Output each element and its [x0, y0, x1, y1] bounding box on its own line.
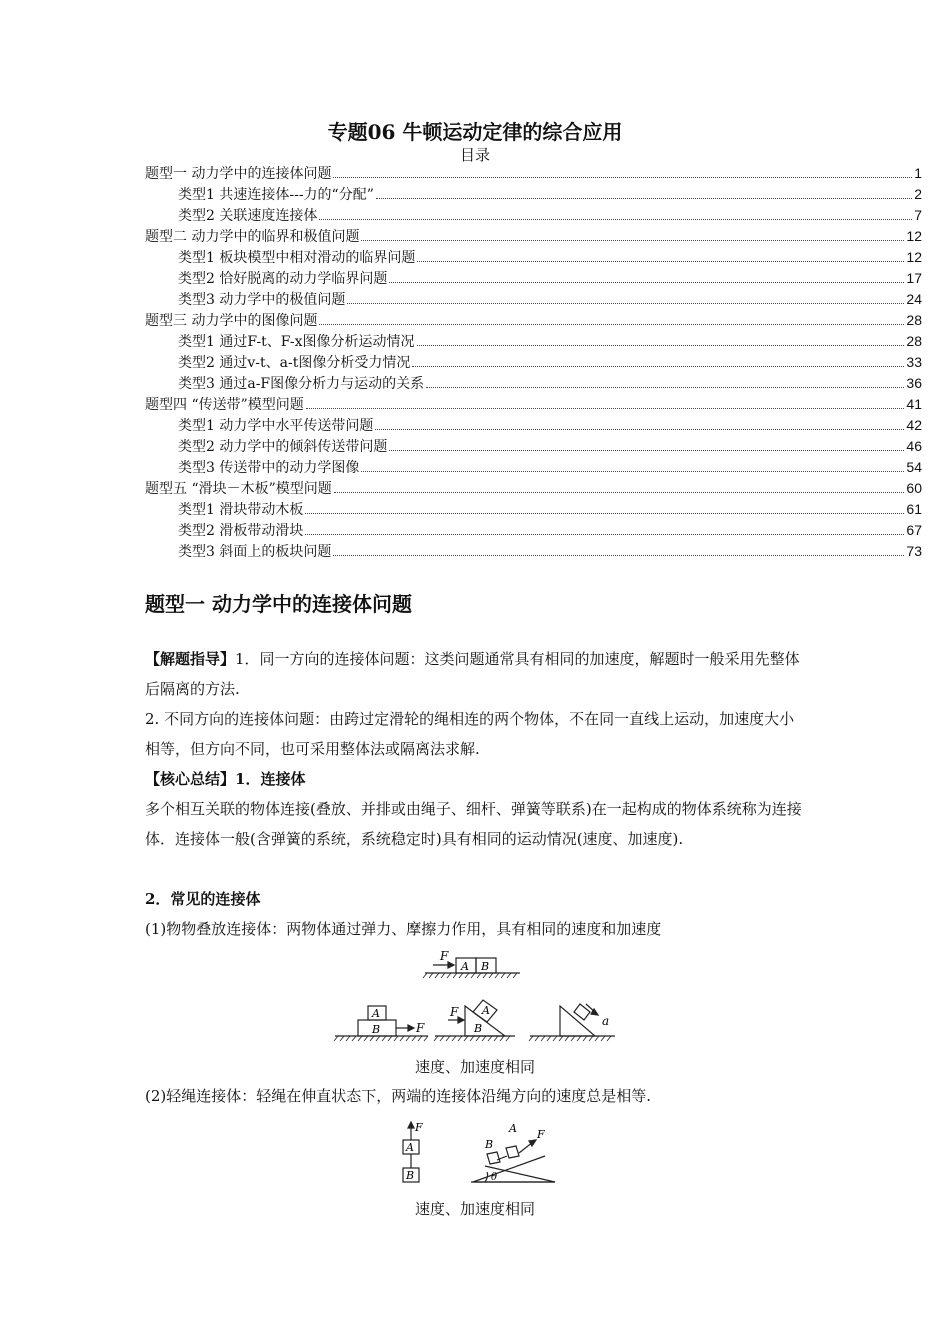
- toc-leader-dots: [376, 198, 912, 199]
- toc-leader-dots: [333, 177, 912, 178]
- fig-label-B2: B: [372, 1023, 381, 1036]
- fig-label-A3: A: [482, 1004, 490, 1017]
- toc-entry-page: 12: [906, 249, 922, 265]
- toc-leader-dots: [334, 492, 905, 493]
- fig2-label-F2: F: [537, 1128, 545, 1141]
- toc-entry[interactable]: [145, 268, 922, 289]
- caption-2: 速度、加速度相同: [414, 1200, 535, 1218]
- toc-entry[interactable]: [145, 184, 922, 205]
- toc-leader-dots: [347, 303, 904, 304]
- fig-label-B3: B: [474, 1022, 483, 1035]
- toc-entry-page: 12: [906, 228, 922, 244]
- toc-leader-dots: [389, 450, 904, 451]
- toc-entry[interactable]: [145, 352, 922, 373]
- fig-label-A: A: [461, 960, 469, 973]
- toc-entry-label: 题型二 动力学中的临界和极值问题: [145, 229, 360, 245]
- toc-entry[interactable]: [145, 520, 922, 541]
- toc-entry[interactable]: [145, 541, 922, 562]
- toc-entry-label: 类型3 斜面上的板块问题: [178, 544, 332, 560]
- toc-heading: 目录: [459, 146, 490, 164]
- toc-entry[interactable]: [145, 499, 922, 520]
- fig-label-F: F: [440, 949, 449, 963]
- toc-entry-label: 题型一 动力学中的连接体问题: [145, 166, 332, 182]
- fig-label-A2: A: [372, 1007, 380, 1020]
- guide-label: 【解题指导】: [145, 650, 236, 668]
- toc-entry-label: 题型四 “传送带”模型问题: [145, 397, 304, 413]
- toc-entry-label: 类型1 共速连接体---力的“分配”: [178, 187, 374, 203]
- toc-entry-page: 33: [906, 354, 922, 370]
- guide-paragraph-2: 2. 不同方向的连接体问题：由跨过定滑轮的绳相连的两个物体，不在同一直线上运动，加速度大小相等，但方向不同，也可采用整体法或隔离法求解.: [145, 710, 795, 758]
- toc-leader-dots: [361, 240, 904, 241]
- fig2-label-B2: B: [485, 1138, 494, 1151]
- fig2-label-theta: θ: [491, 1172, 498, 1183]
- core-label: 【核心总结】1．连接体: [145, 770, 306, 788]
- guide-paragraph: [145, 644, 807, 704]
- fig2-label-A: A: [406, 1141, 414, 1154]
- toc-entry[interactable]: [145, 373, 922, 394]
- toc-entry[interactable]: [145, 226, 922, 247]
- guide-text-1: 1．同一方向的连接体问题：这类问题通常具有相同的加速度，解题时一般采用先整体后隔离的方法.: [145, 650, 800, 698]
- fig-label-B: B: [481, 960, 490, 973]
- toc-entry[interactable]: [145, 289, 922, 310]
- table-of-contents: [145, 163, 922, 562]
- caption-1: 速度、加速度相同: [414, 1058, 535, 1076]
- toc-entry-label: 类型1 通过F-t、F-x图像分析运动情况: [178, 334, 415, 350]
- toc-leader-dots: [389, 282, 904, 283]
- toc-entry-page: 42: [906, 417, 922, 433]
- toc-leader-dots: [306, 408, 905, 409]
- fig2-label-A2: A: [509, 1122, 517, 1135]
- toc-leader-dots: [417, 261, 904, 262]
- toc-entry-page: 36: [906, 375, 922, 391]
- toc-entry-label: 类型2 关联速度连接体: [178, 208, 318, 224]
- toc-entry-page: 28: [906, 333, 922, 349]
- figure-rope-connected: [385, 1118, 565, 1190]
- toc-entry-label: 类型2 滑板带动滑块: [178, 523, 304, 539]
- item-1: (1)物物叠放连接体：两物体通过弹力、摩擦力作用，具有相同的速度和加速度: [145, 920, 662, 938]
- fig-label-F2: F: [416, 1021, 425, 1035]
- figure-stacked-blocks: [330, 948, 630, 1048]
- toc-leader-dots: [319, 219, 912, 220]
- fig-label-a: a: [602, 1014, 610, 1028]
- toc-leader-dots: [305, 513, 904, 514]
- fig1a: [423, 958, 520, 978]
- toc-entry-label: 类型3 通过a-F图像分析力与运动的关系: [178, 376, 425, 392]
- toc-leader-dots: [333, 555, 904, 556]
- toc-entry-label: 类型1 板块模型中相对滑动的临界问题: [178, 250, 416, 266]
- toc-entry-label: 题型三 动力学中的图像问题: [145, 313, 318, 329]
- toc-entry-page: 2: [914, 186, 922, 202]
- toc-entry-label: 类型2 动力学中的倾斜传送带问题: [178, 439, 388, 455]
- toc-entry-label: 题型五 “滑块－木板”模型问题: [145, 481, 332, 497]
- toc-entry-page: 73: [906, 543, 922, 559]
- toc-entry-label: 类型3 动力学中的极值问题: [178, 292, 346, 308]
- toc-entry-page: 41: [906, 396, 922, 412]
- toc-entry[interactable]: [145, 436, 922, 457]
- toc-leader-dots: [361, 471, 904, 472]
- page-title: 专题06 牛顿运动定律的综合应用: [327, 120, 623, 144]
- toc-entry[interactable]: [145, 163, 922, 184]
- toc-leader-dots: [305, 534, 904, 535]
- fig2-label-F: F: [415, 1121, 423, 1134]
- toc-entry-label: 类型1 滑块带动木板: [178, 502, 304, 518]
- toc-entry-label: 类型3 传送带中的动力学图像: [178, 460, 360, 476]
- toc-entry-page: 54: [906, 459, 922, 475]
- toc-leader-dots: [426, 387, 904, 388]
- toc-entry[interactable]: [145, 394, 922, 415]
- toc-leader-dots: [412, 366, 904, 367]
- section-heading: 题型一 动力学中的连接体问题: [145, 592, 412, 616]
- fig2-label-B: B: [406, 1169, 415, 1182]
- toc-entry-label: 类型1 动力学中水平传送带问题: [178, 418, 374, 434]
- toc-entry[interactable]: [145, 331, 922, 352]
- toc-entry[interactable]: [145, 478, 922, 499]
- toc-entry-page: 24: [906, 291, 922, 307]
- core-paragraph: 多个相互关联的物体连接(叠放、并排或由绳子、细杆、弹簧等联系)在一起构成的物体系统称为连接体．连接体一般(含弹簧的系统，系统稳定时)具有相同的运动情况(速度、加速度).: [145, 800, 802, 848]
- toc-entry[interactable]: [145, 247, 922, 268]
- toc-entry[interactable]: [145, 415, 922, 436]
- toc-entry-page: 60: [906, 480, 922, 496]
- toc-entry-label: 类型2 恰好脱离的动力学临界问题: [178, 271, 388, 287]
- toc-entry-page: 17: [906, 270, 922, 286]
- fig-label-F3: F: [450, 1005, 459, 1019]
- toc-leader-dots: [417, 345, 905, 346]
- toc-entry-page: 7: [914, 207, 922, 223]
- toc-leader-dots: [375, 429, 904, 430]
- toc-entry-page: 67: [906, 522, 922, 538]
- toc-entry-page: 61: [906, 501, 922, 517]
- item-2: (2)轻绳连接体：轻绳在伸直状态下，两端的连接体沿绳方向的速度总是相等.: [145, 1087, 652, 1105]
- toc-leader-dots: [319, 324, 904, 325]
- toc-entry-page: 46: [906, 438, 922, 454]
- toc-entry-page: 28: [906, 312, 922, 328]
- toc-entry-label: 类型2 通过v-t、a-t图像分析受力情况: [178, 355, 411, 371]
- toc-entry-page: 1: [914, 165, 922, 181]
- toc-entry[interactable]: [145, 457, 922, 478]
- common-heading: 2．常见的连接体: [145, 890, 261, 908]
- toc-entry[interactable]: [145, 205, 922, 226]
- toc-entry[interactable]: [145, 310, 922, 331]
